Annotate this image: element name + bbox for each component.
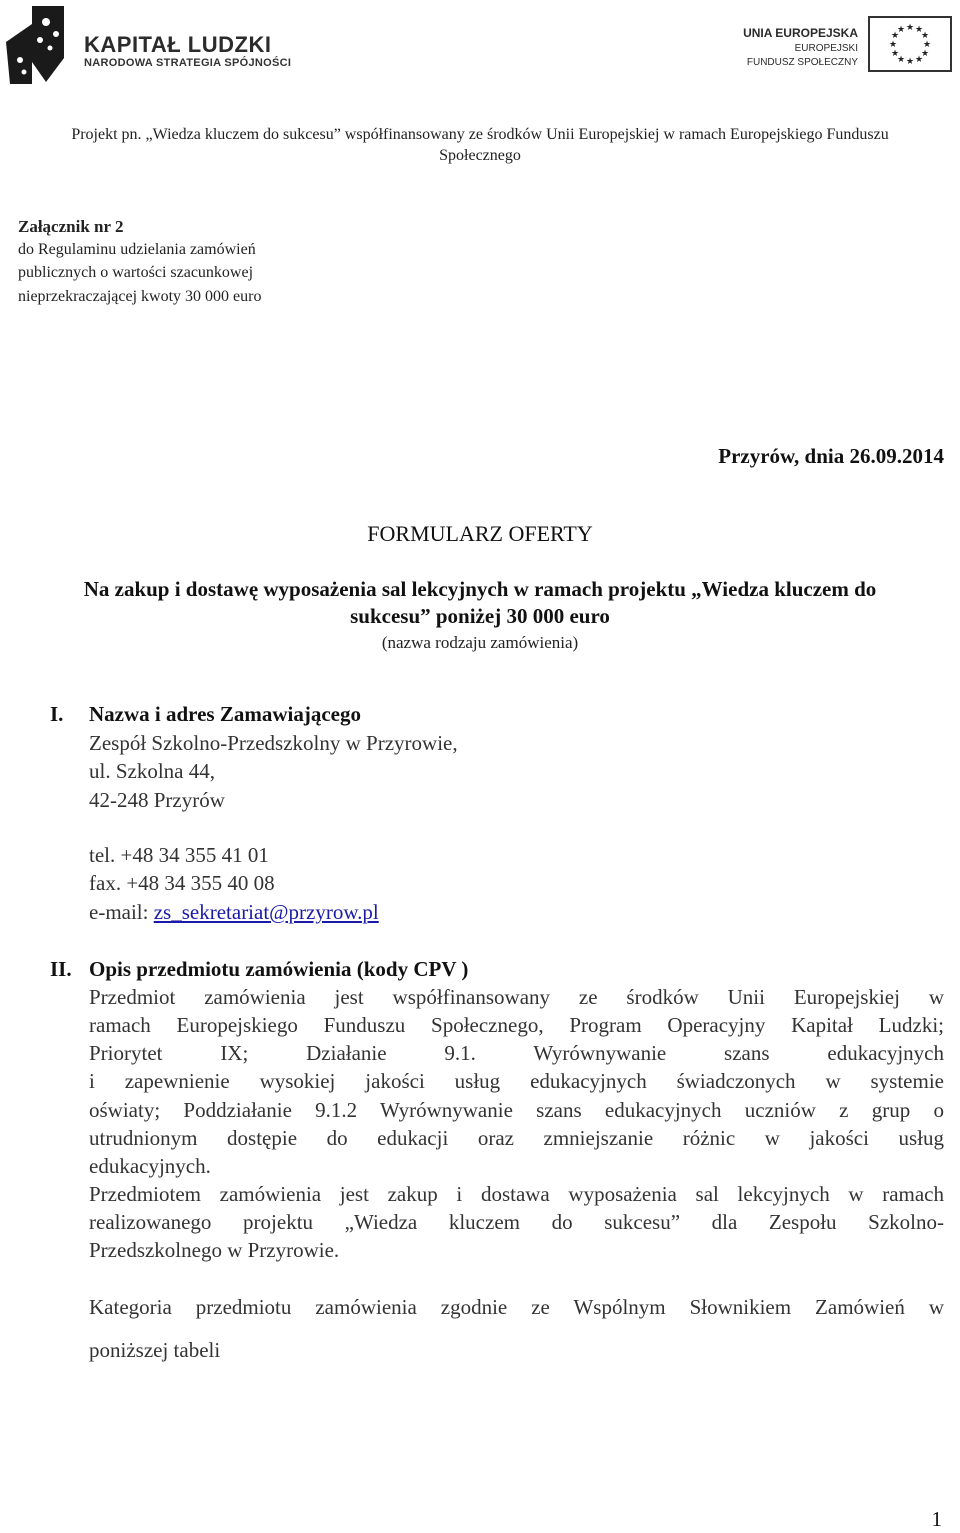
section-2-para-2-line-1: Przedmiotem zamówienia jest zakup i dostawa wyposażenia sal lekcyjnych w ramach [89, 1182, 944, 1206]
section-2-para-1-line-2: ramach Europejskiego Funduszu Społecznego, Program Operacyjny Kapitał Ludzki; [89, 1013, 944, 1037]
kapital-ludzki-subtitle: NARODOWA STRATEGIA SPÓJNOŚCI [84, 57, 292, 69]
ue-fund-line2: FUNDUSZ SPOŁECZNY [746, 57, 858, 68]
section-2-para-1-line-5: oświaty; Poddziałanie 9.1.2 Wyrównywanie szans edukacyjnych uczniów z grup o [89, 1098, 944, 1122]
kapital-ludzki-emblem-icon [2, 2, 82, 88]
section-1-line-3: 42-248 Przyrów [89, 788, 225, 812]
svg-text:★: ★ [896, 25, 906, 35]
section-1-number: I. [50, 702, 64, 726]
svg-text:★: ★ [920, 49, 930, 59]
section-1-tel: tel. +48 34 355 41 01 [89, 843, 269, 867]
section-2-number: II. [50, 957, 72, 981]
svg-text:★: ★ [922, 40, 932, 50]
email-label: e-mail: [89, 900, 154, 924]
section-1-fax: fax. +48 34 355 40 08 [89, 871, 275, 895]
form-title: FORMULARZ OFERTY [367, 521, 593, 546]
section-2-heading: Opis przedmiotu zamówienia (kody CPV ) [89, 957, 469, 981]
section-2-para-2-line-3: Przedszkolnego w Przyrowie. [89, 1238, 340, 1262]
svg-text:★: ★ [920, 31, 930, 41]
svg-text:★: ★ [890, 31, 900, 41]
section-2-para-3-line-1: Kategoria przedmiotu zamówienia zgodnie ze Wspólnym Słownikiem Zamówień w [89, 1295, 944, 1319]
svg-text:★: ★ [905, 57, 915, 67]
svg-text:★: ★ [914, 55, 924, 65]
svg-text:★: ★ [890, 49, 900, 59]
project-info-line: Projekt pn. „Wiedza kluczem do sukcesu” współfinansowany ze środków Unii Europejskiej w ramach Europejskiego Funduszu Społecznego [71, 126, 889, 164]
section-2-para-3-line-2: poniższej tabeli [89, 1338, 221, 1362]
svg-text:★: ★ [888, 40, 898, 50]
eu-efs-logo [743, 12, 954, 74]
section-1-email-row [89, 898, 379, 926]
ue-fund-line1: EUROPEJSKI [794, 43, 858, 54]
place-date: Przyrów, dnia 26.09.2014 [718, 444, 944, 468]
ue-title: UNIA EUROPEJSKA [743, 26, 858, 40]
attachment-title: Załącznik nr 2 [18, 217, 124, 236]
attachment-line-2: publicznych o wartości szacunkowej [18, 264, 254, 281]
section-1-line-1: Zespół Szkolno-Przedszkolny w Przyrowie, [89, 731, 458, 755]
subject-note: (nazwa rodzaju zamówienia) [381, 633, 579, 652]
svg-text:★: ★ [914, 25, 924, 35]
email-link[interactable]: zs_sekretariat@przyrow.pl [153, 900, 379, 924]
svg-text:★: ★ [905, 23, 915, 33]
kapital-ludzki-title: KAPITAŁ LUDZKI [84, 32, 272, 57]
section-2-para-1-line-1: Przedmiot zamówienia jest współfinansowany ze środków Unii Europejskiej w [89, 985, 944, 1009]
section-1-heading: Nazwa i adres Zamawiającego [89, 702, 361, 726]
section-2-para-1-line-6: utrudnionym dostępie do edukacji oraz zmniejszanie różnic w jakości usług [89, 1126, 944, 1150]
kapital-ludzki-logo [0, 0, 300, 90]
section-2-para-2-line-2: realizowanego projektu „Wiedza kluczem do sukcesu” dla Zespołu Szkolno- [89, 1210, 944, 1234]
subject-line-1: Na zakup i dostawę wyposażenia sal lekcyjnych w ramach projektu „Wiedza kluczem do [83, 577, 877, 601]
section-2-para-1-line-7: edukacyjnych. [89, 1154, 211, 1178]
section-2-para-1-line-4: i zapewnienie wysokiej jakości usług edukacyjnych świadczonych w systemie [89, 1069, 944, 1093]
attachment-line-3: nieprzekraczającej kwoty 30 000 euro [18, 288, 262, 305]
subject-line-2: sukcesu” poniżej 30 000 euro [350, 604, 610, 628]
attachment-line-1: do Regulaminu udzielania zamówień [18, 241, 256, 258]
page-number: 1 [931, 1507, 942, 1531]
eu-flag-icon [868, 16, 952, 72]
section-1-line-2: ul. Szkolna 44, [89, 759, 215, 783]
section-2-para-1-line-3: Priorytet IX; Działanie 9.1. Wyrównywanie szans edukacyjnych [89, 1041, 944, 1065]
svg-text:★: ★ [896, 55, 906, 65]
